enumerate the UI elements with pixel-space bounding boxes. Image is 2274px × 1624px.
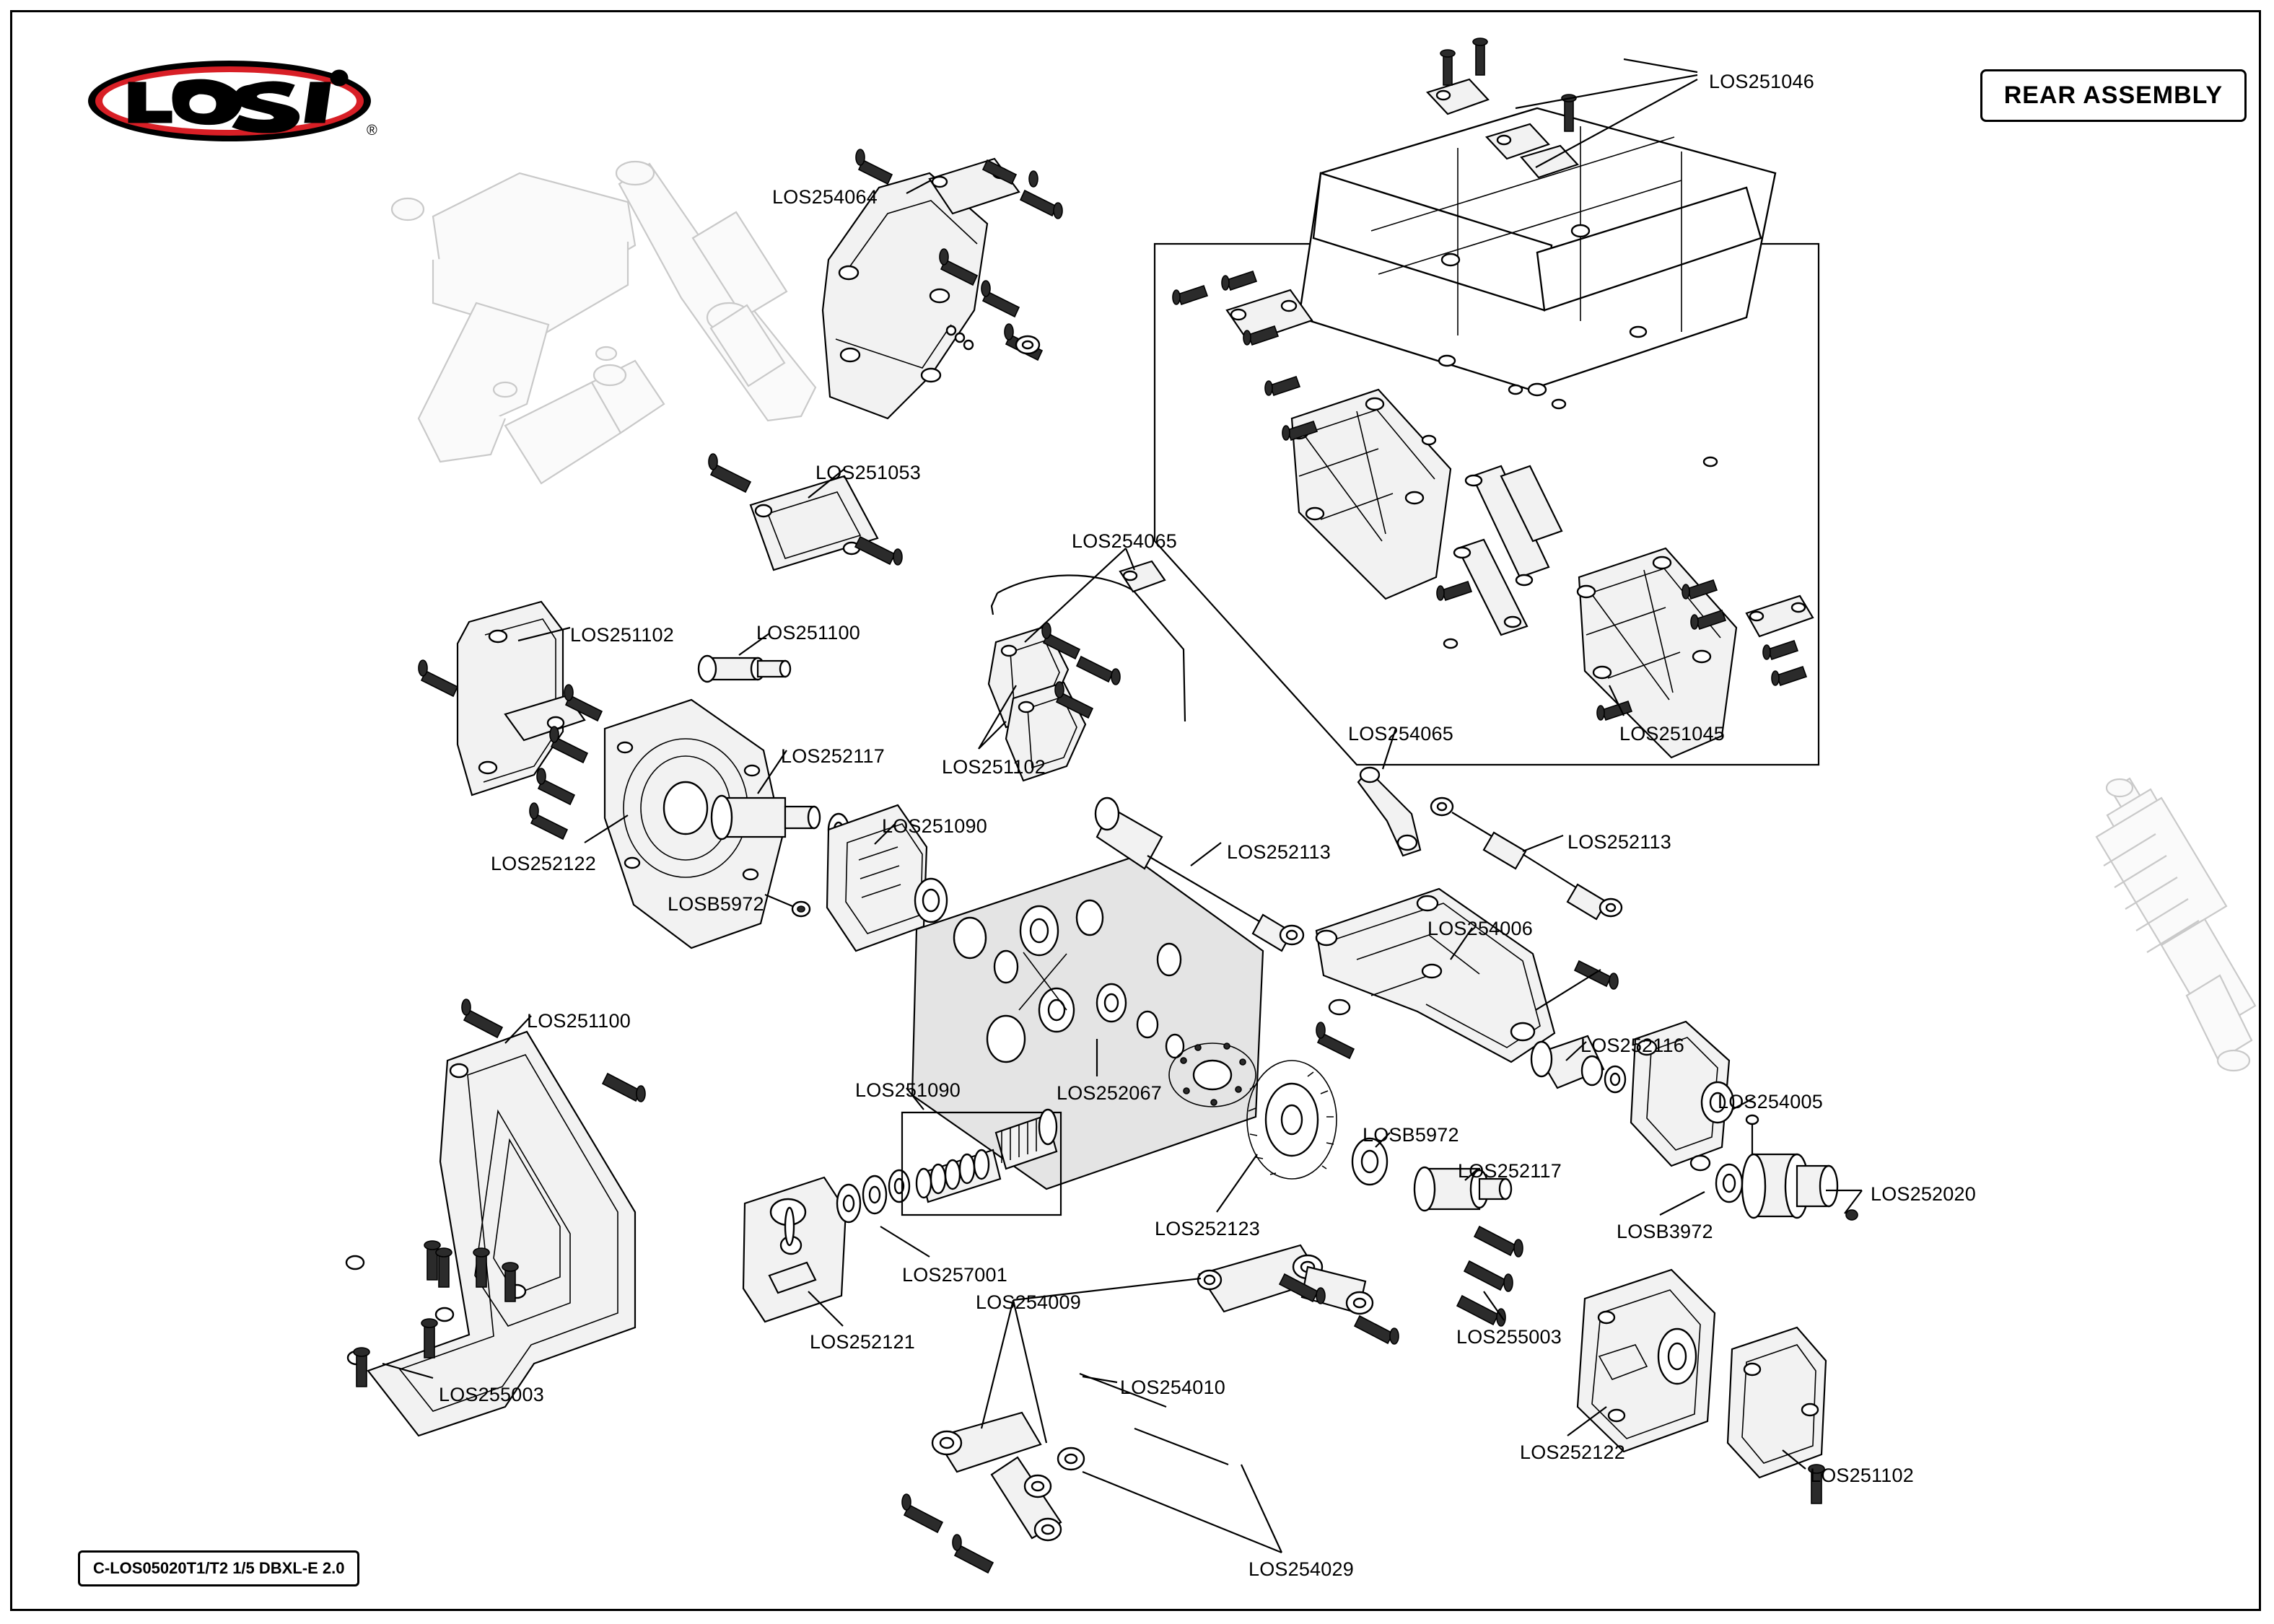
rear-shock-tower-left: [1290, 390, 1451, 599]
part-label-los252113: LOS252113: [1567, 831, 1671, 853]
part-label-losb5972: LOSB5972: [668, 893, 764, 915]
part-label-los251102: LOS251102: [1810, 1465, 1914, 1486]
page-title: REAR ASSEMBLY: [1980, 69, 2247, 122]
chassis-brace-left: [346, 1032, 635, 1436]
part-label-losb5972: LOSB5972: [1363, 1124, 1459, 1146]
part-label-los251102: LOS251102: [942, 756, 1046, 778]
ghost-rear-shock: [2096, 778, 2255, 1071]
part-label-los252067: LOS252067: [1057, 1082, 1162, 1104]
part-label-los251046: LOS251046: [1709, 71, 1814, 92]
part-label-los251090: LOS251090: [882, 815, 987, 837]
losi-logo: [85, 56, 374, 150]
center-braces: [1454, 466, 1562, 635]
shims-257001: [837, 1170, 909, 1222]
part-label-los252121: LOS252121: [810, 1331, 915, 1353]
part-label-los251100: LOS251100: [527, 1010, 631, 1032]
part-label-los252122: LOS252122: [491, 853, 596, 874]
part-label-los254064: LOS254064: [772, 186, 878, 208]
spur-gear-252123: [1247, 1061, 1337, 1179]
part-label-los254006: LOS254006: [1427, 918, 1533, 939]
link-254009-upper: [1198, 1245, 1399, 1344]
document-code: C-LOS05020T1/T2 1/5 DBXL-E 2.0: [78, 1550, 359, 1586]
pin-251100-upper: [699, 656, 790, 682]
axle-252020: [1716, 1154, 1858, 1220]
lower-screws-255003-right: [1457, 1226, 1523, 1326]
part-label-los251045: LOS251045: [1619, 723, 1725, 745]
part-label-los252123: LOS252123: [1155, 1218, 1260, 1239]
diff-plate-252067: [912, 857, 1263, 1189]
rear-wing: [1299, 108, 1775, 395]
part-label-los252113: LOS252113: [1227, 841, 1331, 863]
sway-bar-254065: [989, 561, 1185, 781]
part-label-los252117: LOS252117: [781, 745, 885, 767]
registered-mark: ®: [367, 123, 377, 139]
part-label-los255003: LOS255003: [1456, 1326, 1562, 1348]
bulkhead-252122-lower: [1578, 1270, 1715, 1452]
part-label-los254029: LOS254029: [1248, 1558, 1354, 1580]
part-label-los254065: LOS254065: [1072, 530, 1177, 552]
part-label-losb3972: LOSB3972: [1617, 1221, 1713, 1242]
part-label-los254065: LOS254065: [1348, 723, 1453, 745]
part-label-los251100: LOS251100: [756, 622, 860, 644]
ghost-front-assembly: [392, 162, 815, 483]
part-label-los254010: LOS254010: [1120, 1377, 1225, 1398]
sway-bar-link-254065-right: [1358, 768, 1420, 856]
link-254029-lower: [902, 1413, 1084, 1573]
part-label-los251090: LOS251090: [855, 1079, 961, 1101]
turnbuckle-252113-right: [1431, 798, 1622, 919]
part-label-los252020: LOS252020: [1871, 1183, 1976, 1205]
part-label-los252117: LOS252117: [1458, 1160, 1562, 1182]
part-label-los251102: LOS251102: [570, 624, 674, 646]
part-label-los257001: LOS257001: [902, 1264, 1007, 1286]
part-label-los254009: LOS254009: [976, 1291, 1081, 1313]
cup-252121: [743, 1177, 846, 1322]
part-label-los252116: LOS252116: [1580, 1035, 1684, 1056]
rear-arm-254006: [1316, 889, 1554, 1062]
part-label-los252122: LOS252122: [1520, 1441, 1625, 1463]
part-label-los255003: LOS255003: [439, 1384, 544, 1405]
part-label-los254005: LOS254005: [1718, 1091, 1823, 1112]
part-label-los251053: LOS251053: [815, 462, 921, 483]
bearing-b5972-upper: [792, 902, 810, 916]
